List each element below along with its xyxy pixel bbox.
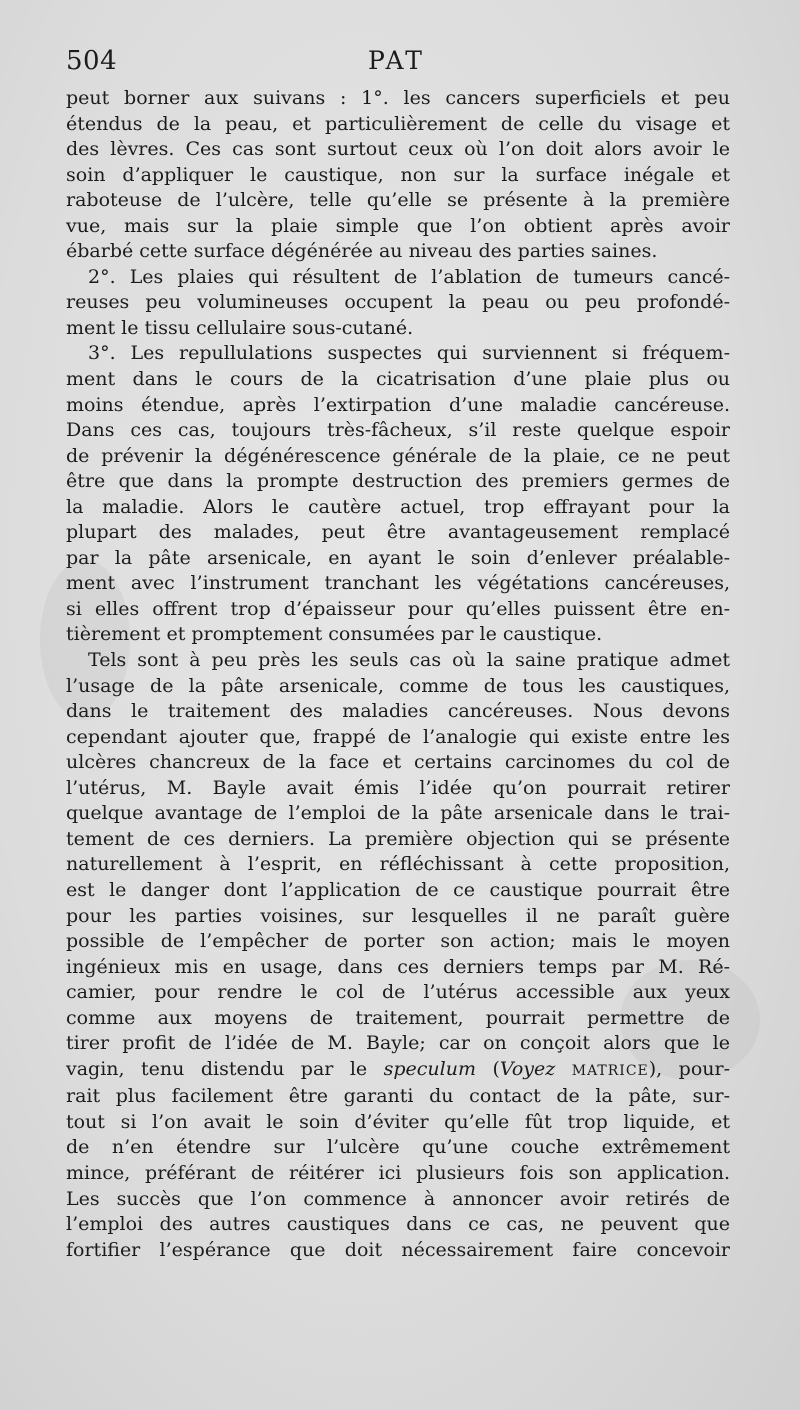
text-segment: vagin, tenu distendu par le [66,1057,384,1080]
text-line: ment dans le cours de la cicatrisation d’une plaie plus ou [66,368,730,391]
text-line: tout si l’on avait le soin d’éviter qu’elle fût trop liquide, et [66,1110,730,1133]
cross-reference-target: MATRICE [571,1062,649,1079]
text-line: 3°. Les repullulations suspectes qui surviennent si fréquem- [88,342,730,365]
latin-term-speculum: speculum [383,1057,476,1080]
text-line [66,1057,730,1085]
page-number: 504 [66,46,118,76]
running-head: PAT [368,46,425,75]
text-line: de n’en étendre sur l’ulcère qu’une couche extrêmement [66,1136,730,1159]
text-line: fortifier l’espérance que doit nécessairement faire concevoir [66,1238,730,1261]
text-line: l’usage de la pâte arsenicale, comme de tous les caustiques, [66,674,730,697]
text-line: Tels sont à peu près les seuls cas où la saine pratique admet [88,649,730,672]
text-line: raboteuse de l’ulcère, telle qu’elle se présente à la première [66,189,730,212]
text-line: ment avec l’instrument tranchant les végétations cancéreuses, [66,572,730,595]
text-segment: ), pour- [648,1057,731,1080]
text-line: ébarbé cette surface dégénérée au niveau des parties saines. [66,240,658,263]
text-line: possible de l’empêcher de porter son action; mais le moyen [66,930,730,953]
text-line: des lèvres. Ces cas sont surtout ceux où l’on doit alors avoir le [66,138,730,161]
text-line: est le danger dont l’application de ce caustique pourrait être [66,878,730,901]
text-line: être que dans la prompte destruction des premiers germes de [66,470,730,493]
text-line: rait plus facilement être garanti du contact de la pâte, sur- [66,1085,730,1108]
text-line: quelque avantage de l’emploi de la pâte arsenicale dans le trai- [66,802,730,825]
text-line: tement de ces derniers. La première objection qui se présente [66,827,730,850]
text-line: l’emploi des autres caustiques dans ce cas, ne peuvent que [66,1213,730,1236]
text-line: pour les parties voisines, sur lesquelles il ne paraît guère [66,904,730,927]
text-line: 2°. Les plaies qui résultent de l’ablation de tumeurs cancé- [88,265,730,288]
text-segment: ( [475,1057,500,1080]
text-line: si elles offrent trop d’épaisseur pour qu’elles puissent être en- [66,597,730,620]
body-text [66,86,730,1263]
text-line: peut borner aux suivans : 1°. les cancers superficiels et peu [66,87,730,109]
text-line: de prévenir la dégénérescence générale de la plaie, ce ne peut [66,444,730,467]
text-line: plupart des malades, peut être avantageusement remplacé [66,521,730,544]
text-line: la maladie. Alors le cautère actuel, trop effrayant pour la [66,495,730,518]
text-line: reuses peu volumineuses occupent la peau ou peu profondé- [66,291,730,314]
text-line: par la pâte arsenicale, en ayant le soin d’enlever préalable- [66,546,730,569]
text-line: mince, préférant de réitérer ici plusieurs fois son application. [66,1161,730,1184]
text-line: l’utérus, M. Bayle avait émis l’idée qu’on pourrait retirer [66,776,730,799]
text-line: soin d’appliquer le caustique, non sur la surface inégale et [66,163,730,186]
text-line: Les succès que l’on commence à annoncer avoir retirés de [66,1187,730,1210]
text-line: ulcères chancreux de la face et certains carcinomes du col de [66,751,730,774]
text-line: moins étendue, après l’extirpation d’une maladie cancéreuse. [66,393,730,416]
text-line: naturellement à l’esprit, en réfléchissant à cette proposition, [66,853,730,876]
text-line: ingénieux mis en usage, dans ces derniers temps par M. Ré- [66,955,730,978]
text-line: ment le tissu cellulaire sous-cutané. [66,316,414,339]
text-line: comme aux moyens de traitement, pourrait permettre de [66,1006,730,1029]
text-line: étendus de la peau, et particulièrement de celle du visage et [66,112,730,135]
page-header [66,46,730,86]
text-line: Dans ces cas, toujours très-fâcheux, s’il reste quelque espoir [66,419,730,442]
text-line: cependant ajouter que, frappé de l’analogie qui existe entre les [66,725,730,748]
text-line: tièrement et promptement consumées par le caustique. [66,623,603,646]
text-line: vue, mais sur la plaie simple que l’on obtient après avoir [66,214,730,237]
text-line: camier, pour rendre le col de l’utérus accessible aux yeux [66,981,730,1004]
cross-reference-voyez: Voyez [499,1057,556,1080]
text-line: tirer profit de l’idée de M. Bayle; car on conçoit alors que le [66,1032,730,1055]
text-line: dans le traitement des maladies cancéreuses. Nous devons [66,700,730,723]
